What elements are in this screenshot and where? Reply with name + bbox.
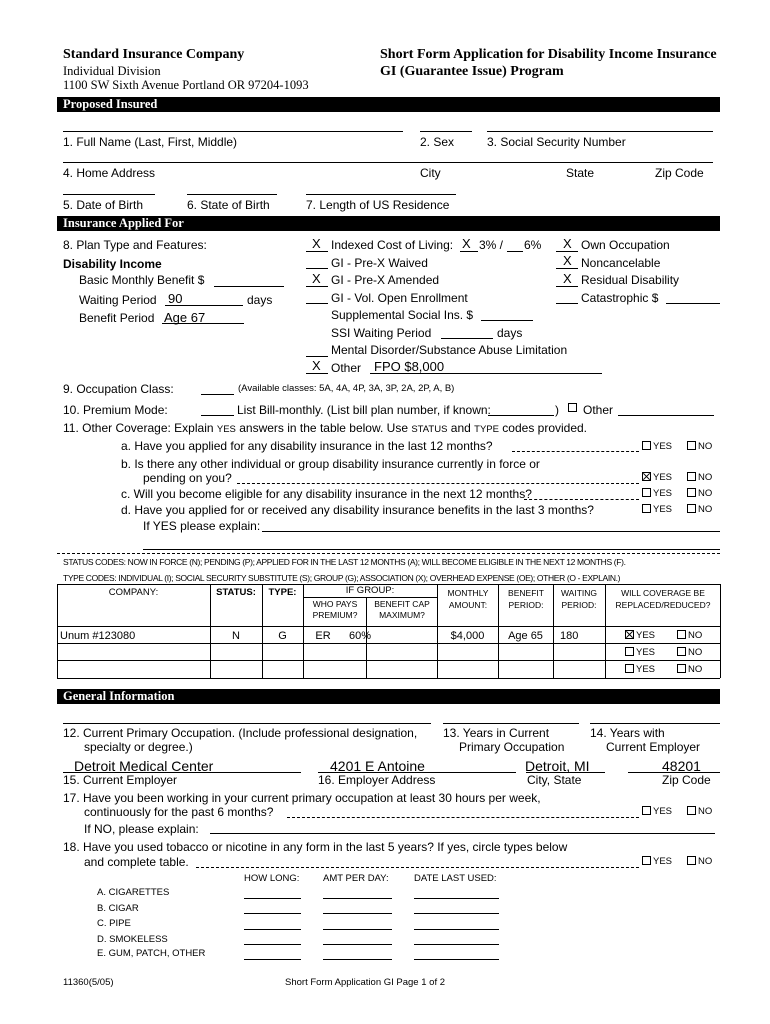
amended-line <box>306 286 328 287</box>
occupation-class-line[interactable] <box>201 394 234 395</box>
q10-label: 10. Premium Mode: <box>63 403 168 417</box>
mental-line[interactable] <box>306 356 328 357</box>
employer-zip-label: Zip Code <box>662 773 711 787</box>
noncan-label: Noncancelable <box>581 256 661 270</box>
row3-replace-no-checkbox[interactable] <box>677 664 686 673</box>
table-row1-border <box>57 643 720 644</box>
ssi-wait-label: SSI Waiting Period <box>331 326 432 340</box>
row1-period[interactable]: Age 65 <box>508 630 543 642</box>
gum-how-long[interactable] <box>244 959 301 960</box>
q11c-leader <box>524 499 639 500</box>
dob-label: 5. Date of Birth <box>63 198 144 212</box>
section-proposed-insured: Proposed Insured <box>57 97 720 112</box>
q18-yes-label: YES <box>653 856 673 867</box>
q11-explain-line-2[interactable] <box>143 549 720 550</box>
sex-label: 2. Sex <box>420 135 455 149</box>
cig-date[interactable] <box>414 898 499 899</box>
other-plan-value[interactable]: FPO $8,000 <box>374 359 445 374</box>
q11b-text1: b. Is there any other individual or group disability insurance currently in force or <box>121 457 540 471</box>
q17-explain-label: If NO, please explain: <box>84 822 199 836</box>
own-occ-check[interactable]: X <box>563 236 572 251</box>
th-whopays: WHO PAYS PREMIUM? <box>312 599 358 620</box>
pipe-date[interactable] <box>414 929 499 930</box>
row1-status[interactable]: N <box>232 630 240 642</box>
residence-label: 7. Length of US Residence <box>306 198 450 212</box>
other-plan-label: Other <box>331 361 362 375</box>
row1-type[interactable]: G <box>278 630 287 642</box>
other-plan-check[interactable]: X <box>312 358 321 373</box>
q11a-leader <box>512 451 639 452</box>
q17-yes-checkbox[interactable] <box>642 806 651 815</box>
home-address-line[interactable] <box>63 162 713 163</box>
q10-list-label: List Bill-monthly. (List bill plan number, if known: <box>237 403 491 417</box>
state-birth-label: 6. State of Birth <box>187 198 270 212</box>
q13-label-2: Primary Occupation <box>459 740 565 754</box>
table-header-border <box>57 626 720 627</box>
q13-label-1: 13. Years in Current <box>443 726 550 740</box>
q11a-no-label: NO <box>698 441 713 452</box>
q11-explain-line-1[interactable] <box>262 531 720 532</box>
home-address-label: 4. Home Address <box>63 166 156 180</box>
q11c-no-checkbox[interactable] <box>687 488 696 497</box>
waived-line[interactable] <box>306 268 328 269</box>
waiting-days-label: days <box>247 293 273 307</box>
smokeless-how-long[interactable] <box>244 944 301 945</box>
tobacco-cigar[interactable]: B. CIGAR <box>97 903 139 914</box>
years-employer-line[interactable] <box>590 723 720 724</box>
q18-yes-checkbox[interactable] <box>642 856 651 865</box>
row1-cap[interactable]: 60% <box>348 630 372 642</box>
other-plan-value-line <box>370 373 602 374</box>
ssi-wait-line[interactable] <box>441 338 493 339</box>
q11b-no-checkbox[interactable] <box>687 472 696 481</box>
table-col-waiting <box>553 584 554 678</box>
q11d-text: d. Have you applied for or received any disability insurance benefits in the last 3 months? <box>121 503 594 517</box>
disability-income-label: Disability Income <box>63 257 162 271</box>
row2-yes-label: YES <box>636 647 656 658</box>
cola-3-line <box>460 251 478 252</box>
premium-other-line[interactable] <box>618 415 714 416</box>
form-title: Short Form Application for Disability Income Insurance <box>380 47 717 62</box>
q14-label-1: 14. Years with <box>590 726 665 740</box>
cola-3-label: 3% / <box>479 238 504 252</box>
th-benefitcap: BENEFIT CAP MAXIMUM? <box>374 599 430 620</box>
q11a-yes-label: YES <box>653 441 673 452</box>
row1-waiting[interactable]: 180 <box>560 630 579 642</box>
cola-6-label: 6% <box>524 238 542 252</box>
q11c-yes-checkbox[interactable] <box>642 488 651 497</box>
benefit-period-line <box>162 323 244 324</box>
residence-line[interactable] <box>306 194 456 195</box>
q18-text-1: 18. Have you used tobacco or nicotine in any form in the last 5 years? If yes, circle types below <box>63 840 568 854</box>
noncan-check[interactable]: X <box>563 253 572 268</box>
row1-no-label: NO <box>688 630 703 641</box>
q11d-no-label: NO <box>698 504 713 515</box>
ssi-label: Supplemental Social Ins. $ <box>331 308 474 322</box>
tobacco-pipe[interactable]: C. PIPE <box>97 918 131 929</box>
q16-label: 16. Employer Address <box>318 773 436 787</box>
row3-yes-label: YES <box>636 664 656 675</box>
catastrophic-amount-line[interactable] <box>666 303 720 304</box>
ssn-label: 3. Social Security Number <box>487 135 626 149</box>
city-label: City <box>420 166 441 180</box>
th-status: STATUS: <box>216 587 256 598</box>
residual-label: Residual Disability <box>581 273 680 287</box>
q11b-yes-checkbox[interactable] <box>642 472 651 481</box>
full-name-line[interactable] <box>63 131 403 132</box>
cola-line <box>306 251 328 252</box>
waiting-period-value[interactable]: 90 <box>168 291 183 306</box>
amt-per-day-header: AMT PER DAY: <box>323 873 389 884</box>
row2-no-label: NO <box>688 647 703 658</box>
q14-label-2: Current Employer <box>606 740 701 754</box>
row2-replace-yes-checkbox[interactable] <box>625 647 634 656</box>
row2-replace-no-checkbox[interactable] <box>677 647 686 656</box>
q11a-yes-checkbox[interactable] <box>642 441 651 450</box>
amended-check[interactable]: X <box>312 271 321 286</box>
row3-replace-yes-checkbox[interactable] <box>625 664 634 673</box>
cig-how-long[interactable] <box>244 898 301 899</box>
th-replace: WILL COVERAGE BE REPLACED/REDUCED? <box>615 588 711 610</box>
basic-benefit-label: Basic Monthly Benefit $ <box>79 273 205 287</box>
employer-city-value[interactable]: Detroit, MI <box>525 758 590 774</box>
own-occ-line <box>556 251 578 252</box>
th-benefit-period: BENEFIT PERIOD: <box>508 588 544 610</box>
amended-label: GI - Pre-X Amended <box>331 273 440 287</box>
ssn-line[interactable] <box>487 131 713 132</box>
q11a-text: a. Have you applied for any disability insurance in the last 12 months? <box>121 439 493 453</box>
section-insurance-applied: Insurance Applied For <box>57 216 720 231</box>
premium-other-checkbox[interactable] <box>568 403 577 412</box>
q17-text-1: 17. Have you been working in your current primary occupation at least 30 hours per week, <box>63 791 541 805</box>
q11d-yes-label: YES <box>653 504 673 515</box>
city-state-label: City, State <box>527 773 582 787</box>
sex-line[interactable] <box>420 131 472 132</box>
date-last-used-header: DATE LAST USED: <box>414 873 497 884</box>
th-type: TYPE: <box>268 587 297 598</box>
type-codes: TYPE CODES: INDIVIDUAL (I); SOCIAL SECURITY SUBSTITUTE (S); GROUP (G); ASSOCIATION (X); OVERHEAD EXPENSE (OE); OTHER (O - EXPLAIN.) <box>63 573 621 583</box>
th-monthly: MONTHLY AMOUNT: <box>447 588 489 610</box>
table-bottom-border <box>57 678 720 679</box>
q12-label-2: specialty or degree.) <box>84 740 193 754</box>
status-codes: STATUS CODES: NOW IN FORCE (N); PENDING (P); APPLIED FOR IN THE LAST 12 MONTHS (A); WILL BECOME ELIGIBLE IN THE NEXT 12 MONTHS (F). <box>63 557 626 567</box>
section-general-info: General Information <box>57 689 720 704</box>
q10-other-label: Other <box>583 403 614 417</box>
row1-yes-label: YES <box>636 630 656 641</box>
benefit-period-label: Benefit Period <box>79 311 155 325</box>
row1-amount[interactable]: $4,000 <box>450 630 485 642</box>
other-plan-line <box>306 373 328 374</box>
smokeless-date[interactable] <box>414 944 499 945</box>
occupation-line[interactable] <box>63 723 431 724</box>
form-number: 11360(5/05) <box>63 977 114 988</box>
row1-replace-no-checkbox[interactable] <box>677 630 686 639</box>
company-address: 1100 SW Sixth Avenue Portland OR 97204-1093 <box>63 78 309 92</box>
years-occupation-line[interactable] <box>443 723 579 724</box>
q18-no-label: NO <box>698 856 713 867</box>
benefit-period-value[interactable]: Age 67 <box>164 310 206 325</box>
table-row2-border <box>57 660 720 661</box>
q12-label-1: 12. Current Primary Occupation. (Include professional designation, <box>63 726 418 740</box>
how-long-header: HOW LONG: <box>244 873 300 884</box>
q18-no-checkbox[interactable] <box>687 856 696 865</box>
q11-label: 11. Other Coverage: Explain YES answers in the table below. Use STATUS and TYPE codes provided. <box>63 421 588 435</box>
residual-line <box>556 286 578 287</box>
gum-date[interactable] <box>414 959 499 960</box>
list-bill-line[interactable] <box>201 415 234 416</box>
table-left-border <box>57 584 58 678</box>
row3-no-label: NO <box>688 664 703 675</box>
row1-whopays[interactable]: ER <box>315 630 331 642</box>
q11c-yes-label: YES <box>653 488 673 499</box>
row1-company[interactable]: Unum #123080 <box>60 630 136 642</box>
q17-no-label: NO <box>698 806 713 817</box>
tobacco-gum[interactable]: E. GUM, PATCH, OTHER <box>97 948 206 959</box>
q11d-yes-checkbox[interactable] <box>642 504 651 513</box>
waived-label: GI - Pre-X Waived <box>331 256 428 270</box>
cola-check[interactable]: X <box>312 236 321 251</box>
gum-amt[interactable] <box>323 959 392 960</box>
own-occ-label: Own Occupation <box>581 238 670 252</box>
q11c-no-label: NO <box>698 488 713 499</box>
cigar-how-long[interactable] <box>244 913 301 914</box>
q11d-no-checkbox[interactable] <box>687 504 696 513</box>
q17-leader <box>287 817 639 818</box>
cola-6-line[interactable] <box>507 251 523 252</box>
group-sub-border <box>303 597 437 598</box>
table-right-border <box>720 584 721 678</box>
th-group: IF GROUP: <box>345 585 395 596</box>
cigar-amt[interactable] <box>323 913 392 914</box>
state-label: State <box>566 166 595 180</box>
catastrophic-line[interactable] <box>556 303 578 304</box>
ssi-line[interactable] <box>481 320 533 321</box>
q11-explain-label: If YES please explain: <box>143 519 261 533</box>
full-name-label: 1. Full Name (Last, First, Middle) <box>63 135 238 149</box>
q8-label: 8. Plan Type and Features: <box>63 238 207 252</box>
q17-yes-label: YES <box>653 806 673 817</box>
cigar-date[interactable] <box>414 913 499 914</box>
cig-amt[interactable] <box>323 898 392 899</box>
cola-3-check[interactable]: X <box>462 236 471 251</box>
vol-label: GI - Vol. Open Enrollment <box>331 291 468 305</box>
q15-label: 15. Current Employer <box>63 773 178 787</box>
noncan-line <box>556 268 578 269</box>
q11b-text2: pending on you? <box>143 471 232 485</box>
q11b-no-label: NO <box>698 472 713 483</box>
q17-text-2: continuously for the past 6 months? <box>84 805 274 819</box>
q10-paren: ) <box>555 403 559 417</box>
page-label: Short Form Application GI Page 1 of 2 <box>285 977 446 988</box>
th-waiting: WAITING PERIOD: <box>560 588 598 610</box>
q11b-leader <box>237 483 639 484</box>
q17-no-checkbox[interactable] <box>687 806 696 815</box>
q11c-text: c. Will you become eligible for any disability insurance in the next 12 months? <box>121 487 532 501</box>
catastrophic-label: Catastrophic $ <box>581 291 659 305</box>
tobacco-smokeless[interactable]: D. SMOKELESS <box>97 934 168 945</box>
company-name: Standard Insurance Company <box>63 47 245 62</box>
employer-address-value[interactable]: 4201 E Antoine <box>330 758 425 774</box>
basic-benefit-line[interactable] <box>214 286 284 287</box>
smokeless-amt[interactable] <box>323 944 392 945</box>
row1-replace-yes-checkbox[interactable] <box>625 630 634 639</box>
ssi-days-label: days <box>497 326 523 340</box>
q11b-yes-label: YES <box>653 472 673 483</box>
vol-line[interactable] <box>306 303 328 304</box>
mental-label: Mental Disorder/Substance Abuse Limitation <box>331 343 568 357</box>
employer-zip-value[interactable]: 48201 <box>662 758 701 774</box>
table-col-replace <box>605 584 606 678</box>
zip-label: Zip Code <box>655 166 704 180</box>
waiting-period-line <box>165 305 243 306</box>
pipe-amt[interactable] <box>323 929 392 930</box>
list-bill-number-line[interactable] <box>488 415 554 416</box>
waiting-period-label: Waiting Period <box>79 293 157 307</box>
th-company: COMPANY: <box>108 587 159 598</box>
codes-top-rule <box>57 553 720 554</box>
dob-line[interactable] <box>63 194 155 195</box>
residual-check[interactable]: X <box>563 271 572 286</box>
q9-label: 9. Occupation Class: <box>63 382 174 396</box>
form-subtitle: GI (Guarantee Issue) Program <box>380 64 564 79</box>
division: Individual Division <box>63 64 161 78</box>
pipe-how-long[interactable] <box>244 929 301 930</box>
employer-value[interactable]: Detroit Medical Center <box>74 758 214 774</box>
q18-text-2: and complete table. <box>84 855 189 869</box>
q11a-no-checkbox[interactable] <box>687 441 696 450</box>
q9-note: (Available classes: 5A, 4A, 4P, 3A, 3P, 2A, 2P, A, B) <box>238 383 455 394</box>
cola-label: Indexed Cost of Living: <box>331 238 454 252</box>
q17-explain-line[interactable] <box>210 833 715 834</box>
tobacco-cigarettes[interactable]: A. CIGARETTES <box>97 887 170 898</box>
state-birth-line[interactable] <box>187 194 277 195</box>
q18-leader <box>196 867 639 868</box>
